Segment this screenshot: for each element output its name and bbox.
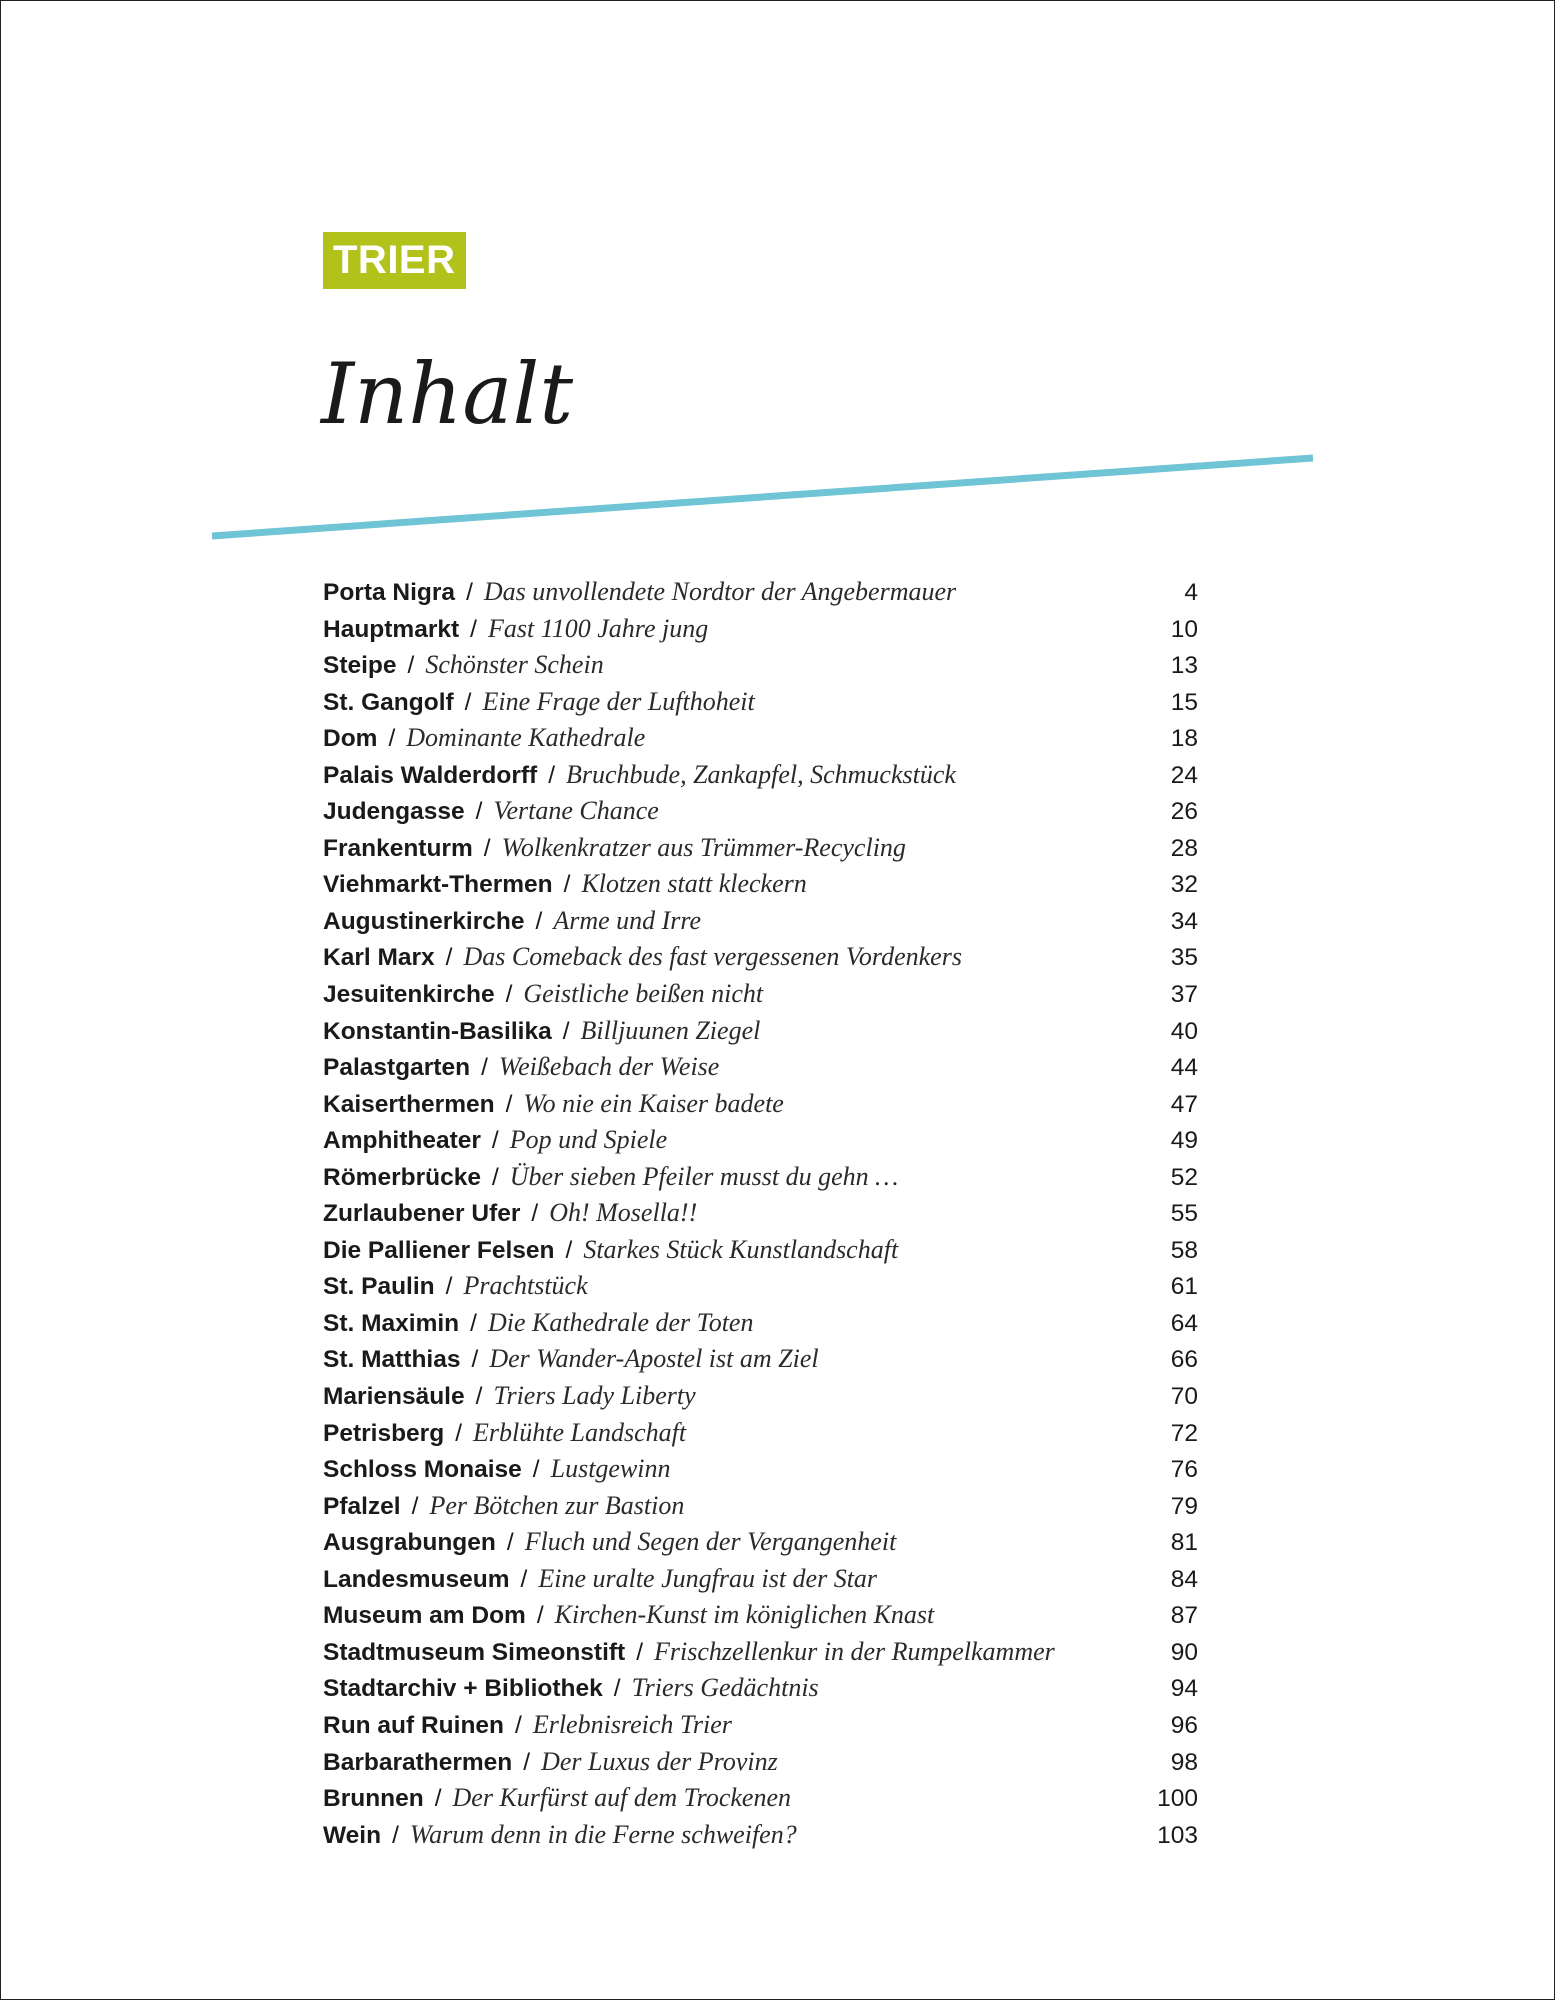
toc-place-name: Dom xyxy=(323,725,378,753)
toc-subtitle: Billjuunen Ziegel xyxy=(580,1015,761,1045)
toc-entry xyxy=(323,577,1198,614)
toc-entry xyxy=(323,979,1198,1016)
toc-place-name: Run auf Ruinen xyxy=(323,1711,505,1739)
toc-separator: / xyxy=(613,1675,621,1703)
toc-entry xyxy=(323,1125,1198,1162)
toc-place-name: St. Matthias xyxy=(323,1346,461,1374)
toc-page-number: 72 xyxy=(1170,1419,1198,1447)
toc-place-name: Porta Nigra xyxy=(323,579,456,606)
toc-separator: / xyxy=(505,1090,513,1118)
toc-place-name: Barbarathermen xyxy=(323,1748,513,1776)
toc-subtitle: Vertane Chance xyxy=(493,796,659,826)
toc-entry xyxy=(323,1235,1198,1272)
toc-subtitle: Starkes Stück Kunstlandschaft xyxy=(583,1234,899,1264)
toc-place-name: St. Gangolf xyxy=(323,688,454,716)
toc-entry xyxy=(323,906,1198,943)
toc-place-name: Kaiserthermen xyxy=(323,1090,495,1118)
toc-place-name: Hauptmarkt xyxy=(323,615,460,643)
toc-page-number: 40 xyxy=(1170,1017,1198,1045)
toc-place-name: Palastgarten xyxy=(323,1054,471,1082)
toc-subtitle: Geistliche beißen nicht xyxy=(523,979,764,1009)
toc-subtitle: Über sieben Pfeiler musst du gehn … xyxy=(509,1161,899,1191)
toc-entry xyxy=(323,1820,1198,1857)
toc-separator: / xyxy=(434,1785,442,1813)
toc-page-number: 15 xyxy=(1170,688,1198,716)
toc-place-name: Die Palliener Felsen xyxy=(323,1236,555,1264)
toc-subtitle: Das unvollendete Nordtor der Angebermauer xyxy=(483,577,957,606)
toc-place-name: St. Paulin xyxy=(323,1273,435,1301)
toc-subtitle: Fast 1100 Jahre jung xyxy=(487,613,709,643)
toc-separator: / xyxy=(466,579,473,606)
toc-entry xyxy=(323,1271,1198,1308)
toc-entry xyxy=(323,1673,1198,1710)
toc-separator: / xyxy=(491,1127,499,1155)
toc-page-number: 100 xyxy=(1157,1785,1198,1813)
toc-separator: / xyxy=(455,1419,462,1447)
toc-place-name: Augustinerkirche xyxy=(323,907,525,935)
toc-place-name: Amphitheater xyxy=(323,1127,481,1155)
toc-entry xyxy=(323,942,1198,979)
toc-page-number: 10 xyxy=(1170,615,1198,643)
toc-place-name: Museum am Dom xyxy=(323,1602,526,1630)
toc-place-name: Mariensäule xyxy=(323,1383,465,1411)
toc-separator: / xyxy=(392,1821,399,1849)
toc-separator: / xyxy=(445,944,453,972)
toc-place-name: Konstantin-Basilika xyxy=(323,1017,552,1045)
toc-page-number: 90 xyxy=(1170,1638,1198,1666)
toc-place-name: Brunnen xyxy=(323,1785,424,1813)
toc-subtitle: Triers Gedächtnis xyxy=(631,1673,819,1703)
toc-page-number: 52 xyxy=(1170,1163,1198,1191)
toc-place-name: St. Maximin xyxy=(323,1309,460,1337)
toc-page-number: 76 xyxy=(1170,1456,1198,1484)
toc-place-name: Pfalzel xyxy=(323,1492,401,1520)
toc-subtitle: Eine Frage der Lufthoheit xyxy=(482,686,755,716)
toc-entry xyxy=(323,1564,1198,1601)
toc-subtitle: Per Bötchen zur Bastion xyxy=(429,1490,685,1520)
toc-separator: / xyxy=(491,1163,499,1191)
toc-entry xyxy=(323,1418,1198,1455)
toc-place-name: Wein xyxy=(323,1821,382,1849)
toc-entry xyxy=(323,760,1198,797)
toc-subtitle: Klotzen statt kleckern xyxy=(581,869,807,899)
toc-separator: / xyxy=(505,981,513,1009)
toc-entry xyxy=(323,869,1198,906)
toc-place-name: Schloss Monaise xyxy=(323,1456,522,1484)
toc-page-number: 37 xyxy=(1170,981,1198,1009)
toc-place-name: Zurlaubener Ufer xyxy=(323,1200,521,1228)
toc-place-name: Landesmuseum xyxy=(323,1565,510,1593)
toc-page-number: 61 xyxy=(1170,1273,1198,1301)
toc-entry xyxy=(323,796,1198,833)
table-of-contents xyxy=(323,577,1198,1856)
toc-page-number: 32 xyxy=(1170,871,1198,899)
toc-subtitle: Die Kathedrale der Toten xyxy=(487,1307,754,1337)
toc-subtitle: Der Kurfürst auf dem Trockenen xyxy=(452,1783,791,1813)
toc-page-number: 28 xyxy=(1170,834,1198,862)
toc-entry xyxy=(323,1710,1198,1747)
toc-entry xyxy=(323,723,1198,760)
toc-separator: / xyxy=(531,1200,539,1228)
toc-subtitle: Oh! Mosella!! xyxy=(549,1198,698,1228)
toc-subtitle: Dominante Kathedrale xyxy=(406,723,646,753)
toc-separator: / xyxy=(470,615,477,643)
toc-separator: / xyxy=(523,1748,531,1776)
toc-separator: / xyxy=(388,725,396,753)
toc-subtitle: Fluch und Segen der Vergangenheit xyxy=(524,1527,897,1557)
toc-separator: / xyxy=(520,1565,528,1593)
toc-subtitle: Prachtstück xyxy=(463,1271,588,1301)
toc-entry xyxy=(323,1783,1198,1820)
toc-separator: / xyxy=(563,871,571,899)
toc-subtitle: Kirchen-Kunst im königlichen Knast xyxy=(554,1600,935,1630)
toc-page-number: 47 xyxy=(1170,1090,1198,1118)
toc-subtitle: Erlebnisreich Trier xyxy=(532,1709,732,1739)
page-title: Inhalt xyxy=(321,345,574,443)
toc-entry xyxy=(323,1637,1198,1674)
toc-subtitle: Wolkenkratzer aus Trümmer-Recycling xyxy=(501,832,906,862)
toc-separator: / xyxy=(548,761,556,789)
toc-subtitle: Triers Lady Liberty xyxy=(493,1381,696,1411)
toc-entry xyxy=(323,1308,1198,1345)
toc-page-number: 4 xyxy=(1184,579,1198,606)
toc-page-number: 96 xyxy=(1170,1711,1198,1739)
toc-separator: / xyxy=(562,1017,570,1045)
toc-place-name: Römerbrücke xyxy=(323,1163,481,1191)
toc-subtitle: Der Wander-Apostel ist am Ziel xyxy=(489,1344,819,1374)
toc-separator: / xyxy=(565,1236,573,1264)
toc-page-number: 84 xyxy=(1170,1565,1198,1593)
toc-place-name: Stadtmuseum Simeonstift xyxy=(323,1638,626,1666)
toc-separator: / xyxy=(475,1383,483,1411)
toc-entry xyxy=(323,1454,1198,1491)
toc-separator: / xyxy=(471,1346,479,1374)
toc-entry xyxy=(323,1198,1198,1235)
toc-page-number: 26 xyxy=(1170,798,1198,826)
toc-page-number: 35 xyxy=(1170,944,1198,972)
toc-entry xyxy=(323,650,1198,687)
toc-entry xyxy=(323,1600,1198,1637)
toc-entry xyxy=(323,1747,1198,1784)
toc-page-number: 79 xyxy=(1170,1492,1198,1520)
toc-subtitle: Frischzellenkur in der Rumpelkammer xyxy=(654,1636,1055,1666)
toc-page-number: 64 xyxy=(1170,1309,1198,1337)
toc-subtitle: Erblühte Landschaft xyxy=(473,1417,687,1447)
toc-subtitle: Schönster Schein xyxy=(425,650,604,680)
toc-place-name: Steipe xyxy=(323,652,397,680)
toc-entry xyxy=(323,1162,1198,1199)
toc-entry xyxy=(323,1381,1198,1418)
rule-line xyxy=(212,458,1313,536)
toc-subtitle: Bruchbude, Zankapfel, Schmuckstück xyxy=(566,759,956,789)
toc-separator: / xyxy=(475,798,483,826)
toc-separator: / xyxy=(481,1054,488,1082)
toc-separator: / xyxy=(464,688,472,716)
toc-page-number: 70 xyxy=(1170,1383,1198,1411)
toc-page-number: 98 xyxy=(1170,1748,1198,1776)
toc-entry xyxy=(323,833,1198,870)
toc-entry xyxy=(323,1016,1198,1053)
toc-entry xyxy=(323,687,1198,724)
toc-subtitle: Lustgewinn xyxy=(550,1454,671,1484)
toc-separator: / xyxy=(470,1309,477,1337)
toc-entry xyxy=(323,1089,1198,1126)
toc-separator: / xyxy=(636,1638,644,1666)
decorative-rule xyxy=(1,1,1555,601)
toc-place-name: Jesuitenkirche xyxy=(323,981,495,1009)
toc-subtitle: Warum denn in die Ferne schweifen? xyxy=(409,1819,797,1849)
toc-page-number: 87 xyxy=(1170,1602,1198,1630)
toc-page-number: 66 xyxy=(1170,1346,1198,1374)
toc-page-number: 103 xyxy=(1157,1821,1198,1849)
toc-separator: / xyxy=(506,1529,514,1557)
toc-subtitle: Das Comeback des fast vergessenen Vordenkers xyxy=(463,942,962,972)
toc-separator: / xyxy=(407,652,415,680)
toc-separator: / xyxy=(483,834,491,862)
toc-page-number: 49 xyxy=(1170,1127,1198,1155)
toc-place-name: Stadtarchiv + Bibliothek xyxy=(323,1675,603,1703)
toc-separator: / xyxy=(532,1456,540,1484)
toc-page-number: 55 xyxy=(1170,1200,1198,1228)
city-badge: TRIER xyxy=(323,232,466,289)
toc-entry xyxy=(323,614,1198,651)
toc-page-number: 34 xyxy=(1170,907,1198,935)
toc-separator: / xyxy=(535,907,543,935)
toc-entry xyxy=(323,1527,1198,1564)
toc-place-name: Judengasse xyxy=(323,798,465,826)
toc-separator: / xyxy=(411,1492,419,1520)
toc-page-number: 24 xyxy=(1170,761,1198,789)
toc-place-name: Karl Marx xyxy=(323,944,435,972)
toc-entry xyxy=(323,1344,1198,1381)
toc-subtitle: Arme und Irre xyxy=(553,905,702,935)
toc-page-number: 18 xyxy=(1170,725,1198,753)
toc-separator: / xyxy=(515,1711,522,1739)
toc-subtitle: Eine uralte Jungfrau ist der Star xyxy=(538,1563,878,1593)
toc-page-number: 94 xyxy=(1170,1675,1198,1703)
toc-place-name: Viehmarkt-Thermen xyxy=(323,871,553,899)
toc-separator: / xyxy=(445,1273,453,1301)
toc-entry xyxy=(323,1491,1198,1528)
toc-subtitle: Weißebach der Weise xyxy=(498,1052,720,1082)
toc-subtitle: Pop und Spiele xyxy=(509,1125,668,1155)
toc-subtitle: Wo nie ein Kaiser badete xyxy=(523,1088,784,1118)
toc-separator: / xyxy=(536,1602,544,1630)
toc-entry xyxy=(323,1052,1198,1089)
toc-page-number: 44 xyxy=(1170,1054,1198,1082)
toc-place-name: Palais Walderdorff xyxy=(323,761,538,789)
toc-page-number: 13 xyxy=(1170,652,1198,680)
toc-place-name: Ausgrabungen xyxy=(323,1529,496,1557)
toc-page-number: 58 xyxy=(1170,1236,1198,1264)
toc-place-name: Petrisberg xyxy=(323,1419,445,1447)
toc-page-number: 81 xyxy=(1170,1529,1198,1557)
toc-subtitle: Der Luxus der Provinz xyxy=(541,1746,778,1776)
toc-place-name: Frankenturm xyxy=(323,834,473,862)
